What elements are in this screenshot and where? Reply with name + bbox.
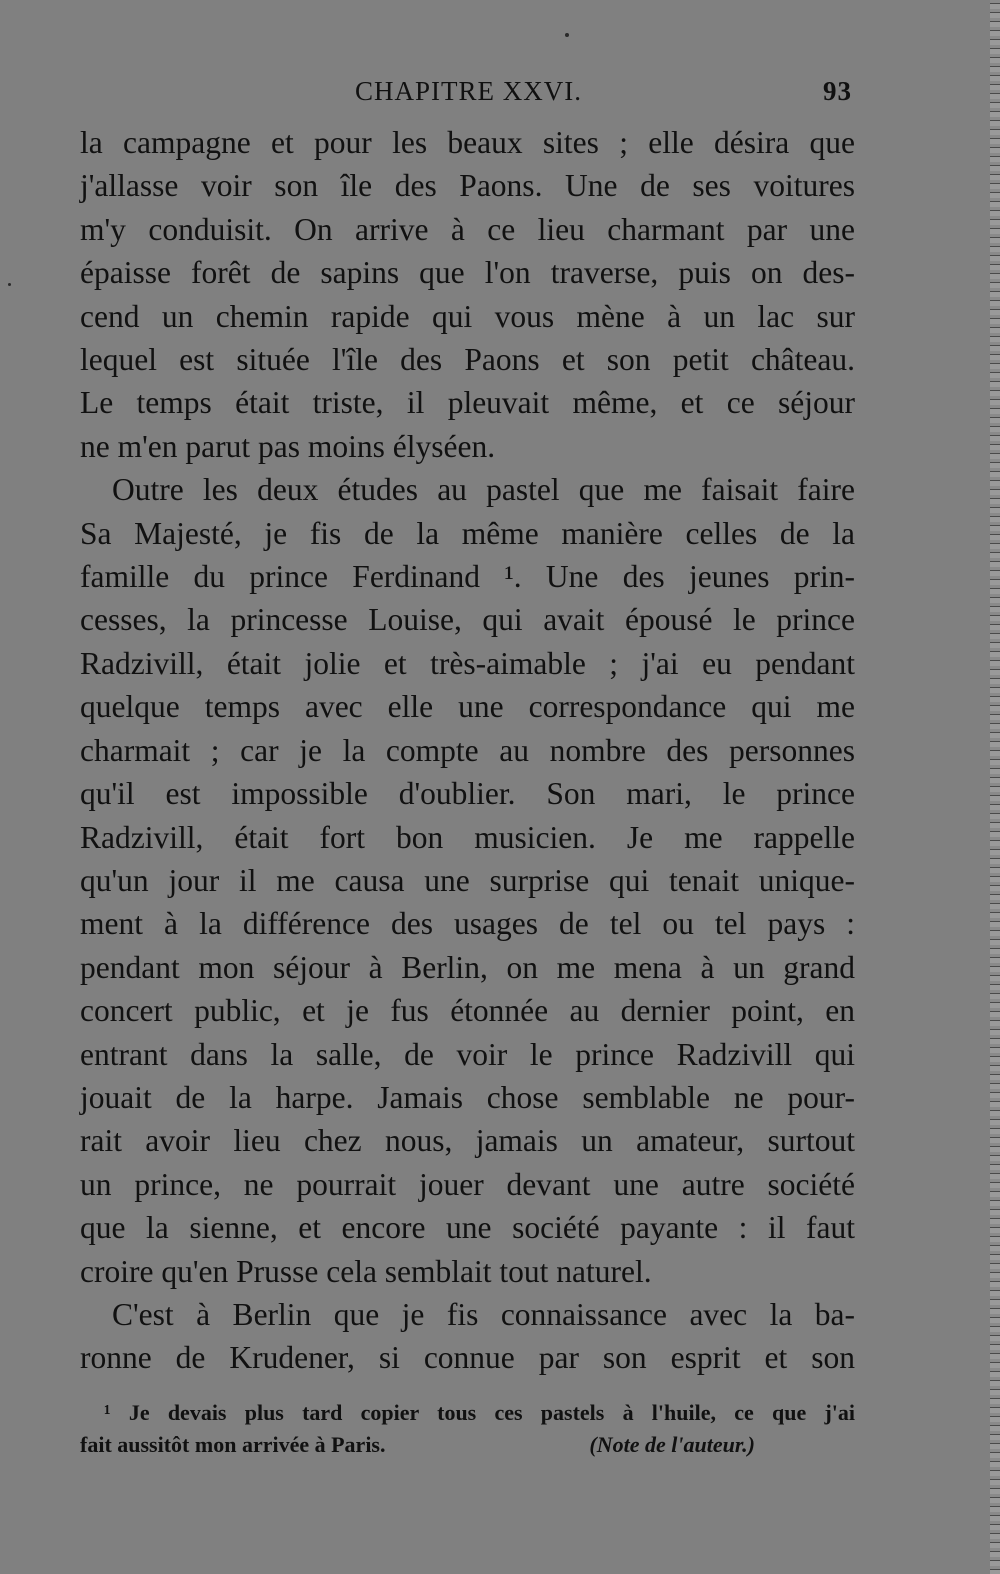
text-line: j'allasse voir son île des Paons. Une de ses voitures (80, 168, 855, 204)
text-line: la campagne et pour les beaux sites ; elle désira que (80, 125, 855, 160)
text-line: cend un chemin rapide qui vous mène à un lac sur (80, 298, 855, 334)
text-line: concert public, et je fus étonnée au dernier point, en (80, 993, 855, 1029)
footnote (80, 1397, 855, 1461)
text-line: m'y conduisit. On arrive à ce lieu charmant par une (80, 211, 855, 247)
ink-speck (8, 283, 11, 286)
text-line: C'est à Berlin que je fis connaissance avec la ba- (112, 1296, 855, 1332)
chapter-heading: CHAPITRE XXVI. (355, 76, 582, 106)
text-line: entrant dans la salle, de voir le prince Radzivill qui (80, 1036, 855, 1072)
text-line: Radzivill, était jolie et très-aimable ; j'ai eu pendant (80, 645, 855, 681)
running-header (80, 72, 852, 112)
text-line: Radzivill, était fort bon musicien. Je me rappelle (80, 819, 855, 855)
text-line: cesses, la princesse Louise, qui avait épousé le prince (80, 602, 855, 638)
text-line: ronne de Krudener, si connue par son esprit et son (80, 1340, 855, 1376)
text-line: charmait ; car je la compte au nombre des personnes (80, 732, 855, 768)
paragraph-2 (80, 468, 855, 1293)
text-line: lequel est située l'île des Paons et son petit château. (80, 342, 855, 378)
text-line: un prince, ne pourrait jouer devant une autre société (80, 1166, 855, 1202)
text-line: ment à la différence des usages de tel ou tel pays : (80, 906, 855, 942)
page-number: 93 (823, 76, 852, 106)
ink-speck (565, 33, 569, 37)
text-line: que la sienne, et encore une société payante : il faut (80, 1210, 855, 1246)
text-line: jouait de la harpe. Jamais chose semblable ne pour- (80, 1079, 855, 1115)
text-line: Outre les deux études au pastel que me faisait faire (112, 472, 855, 508)
text-line: Le temps était triste, il pleuvait même, et ce séjour (80, 385, 855, 421)
author-note-tag: (Note de l'auteur.) (589, 1432, 755, 1457)
text-line: famille du prince Ferdinand ¹. Une des jeunes prin- (80, 559, 855, 595)
text-line: épaisse forêt de sapins que l'on traverse, puis on des- (80, 255, 855, 291)
page-edge-texture (990, 0, 1000, 1574)
text-line: croire qu'en Prusse cela semblait tout naturel. (80, 1253, 652, 1289)
text-line: ne m'en parut pas moins élyséen. (80, 428, 496, 464)
text-line: qu'il est impossible d'oublier. Son mari, le prince (80, 776, 855, 812)
paragraph-3 (80, 1293, 855, 1380)
paragraph-1 (80, 121, 855, 468)
text-line: quelque temps avec elle une correspondance qui me (80, 689, 855, 725)
text-line: qu'un jour il me causa une surprise qui tenait unique- (80, 862, 855, 898)
body-text (80, 121, 855, 1380)
text-line: rait avoir lieu chez nous, jamais un amateur, surtout (80, 1123, 855, 1159)
text-line: Sa Majesté, je fis de la même manière celles de la (80, 515, 855, 551)
footnote-line: ¹ Je devais plus tard copier tous ces pastels à l'huile, ce que j'ai (104, 1400, 855, 1425)
text-line: pendant mon séjour à Berlin, on me mena à un grand (80, 949, 855, 985)
footnote-line: fait aussitôt mon arrivée à Paris. (80, 1432, 386, 1457)
